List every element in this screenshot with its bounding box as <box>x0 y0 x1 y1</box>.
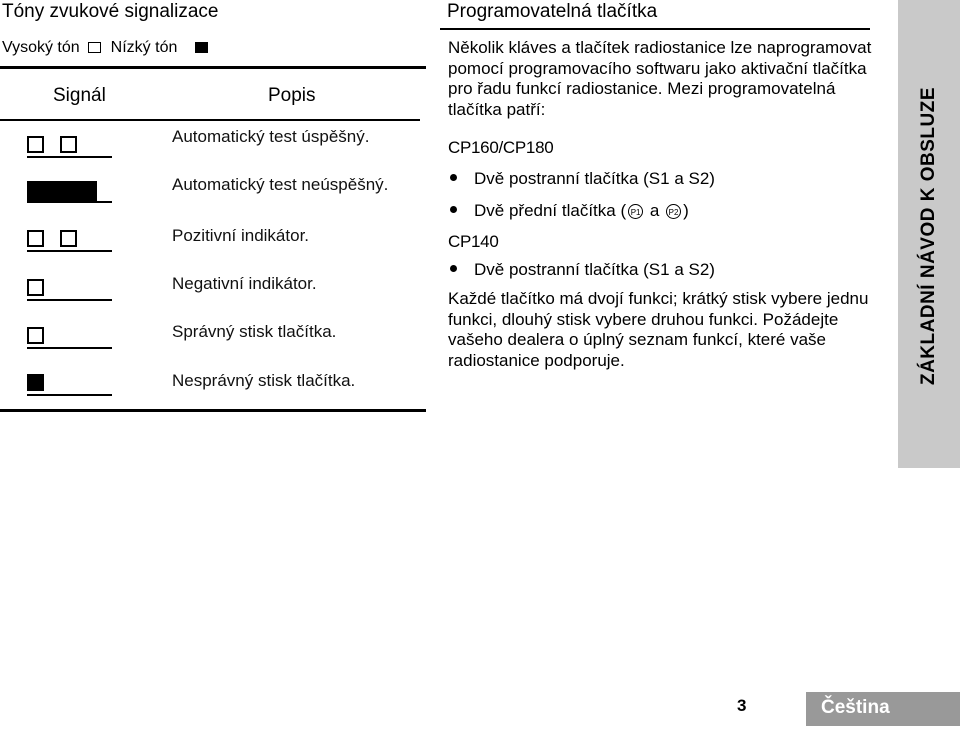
model-heading-cp160: CP160/CP180 <box>448 138 554 157</box>
p1-button-icon: P1 <box>628 204 643 219</box>
table-row-desc: Nesprávný stisk tlačítka. <box>172 371 356 390</box>
intro-paragraph: Několik kláves a tlačítek radiostanice lze naprogramovat pomocí programovacího softwaru jako aktivační tlačítka pro řadu funkcí radiostanice. Mezi programovatelná tlačítka patří: <box>448 38 872 119</box>
high-tone-icon <box>88 42 101 53</box>
list-item-text: a <box>649 201 660 220</box>
bullet-icon <box>450 265 457 272</box>
title-divider <box>440 28 870 30</box>
table-row-desc: Pozitivní indikátor. <box>172 226 310 245</box>
bullet-icon <box>450 174 457 181</box>
table-row-desc: Automatický test úspěšný. <box>172 127 370 146</box>
list-item <box>450 259 715 281</box>
header-divider <box>0 119 420 121</box>
low-tone-icon <box>195 42 208 53</box>
header-description: Popis <box>268 85 316 106</box>
side-tab-label: ZÁKLADNÍ NÁVOD K OBSLUZE <box>918 86 939 386</box>
page-number: 3 <box>737 696 747 715</box>
list-item <box>450 200 689 222</box>
table-row-desc: Negativní indikátor. <box>172 274 317 293</box>
tones-section-title: Tóny zvukové signalizace <box>2 1 219 22</box>
p2-button-icon: P2 <box>666 204 681 219</box>
list-item-text: Dvě postranní tlačítka (S1 a S2) <box>474 260 715 279</box>
model-heading-cp140: CP140 <box>448 232 499 251</box>
tone-legend <box>2 38 218 58</box>
programmable-buttons-title: Programovatelná tlačítka <box>447 1 658 22</box>
outro-paragraph: Každé tlačítko má dvojí funkci; krátký stisk vybere jednu funkci, dlouhý stisk vybere druhou funkci. Požádejte vašeho dealera o úplný seznam funkcí, které vaše radiostanice podporuje. <box>448 289 869 370</box>
low-tone-label: Nízký tón <box>110 39 178 56</box>
language-tab <box>806 692 960 726</box>
language-label: Čeština <box>821 697 890 718</box>
list-item-text: Dvě přední tlačítka ( <box>474 201 627 220</box>
table-row-desc: Automatický test neúspěšný. <box>172 175 389 194</box>
header-signal: Signál <box>53 85 106 106</box>
list-item <box>450 168 715 190</box>
bullet-icon <box>450 206 457 213</box>
section-side-tab <box>898 0 960 468</box>
table-row-desc: Správný stisk tlačítka. <box>172 322 337 341</box>
list-item-text: Dvě postranní tlačítka (S1 a S2) <box>474 169 715 188</box>
high-tone-label: Vysoký tón <box>2 39 80 56</box>
list-item-text: ) <box>683 201 689 220</box>
